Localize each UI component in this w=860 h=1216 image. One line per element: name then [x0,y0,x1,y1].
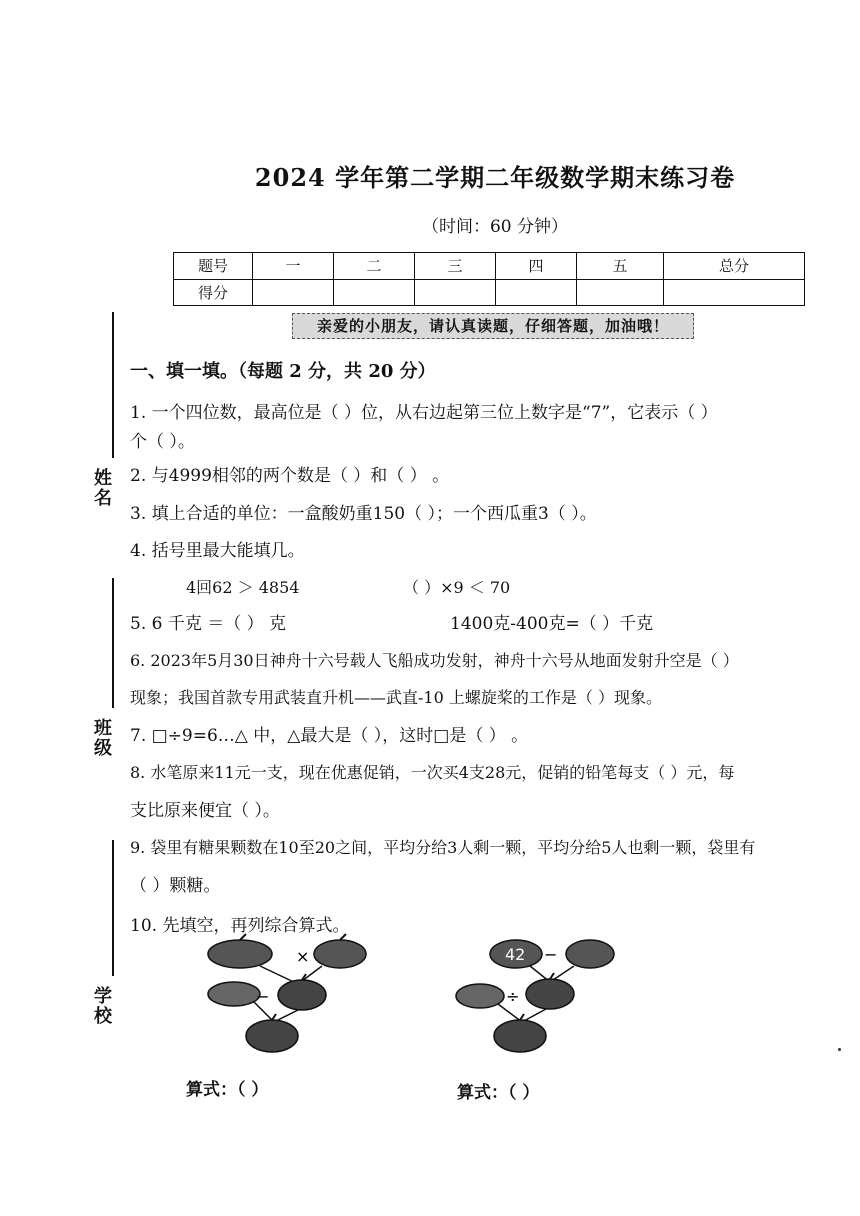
exam-title: 2024 学年第二学期二年级数学期末练习卷 [254,163,736,192]
question-7: 7. □÷9=6…△ 中，△最大是（ ），这时□是（ ） 。 [130,726,529,746]
time-limit: （时间：60 分钟） [421,217,569,237]
apple-icon [526,973,574,1009]
formula-answer-1[interactable]: 算式：（ ） [186,1080,269,1100]
question-3: 3. 填上合适的单位：一盒酸奶重150（ ）；一个西瓜重3（ ）。 [130,504,597,524]
question-4: 4. 括号里最大能填几。 [130,541,305,561]
score-cell[interactable] [415,279,496,306]
score-table [173,252,805,306]
question-9: 9. 袋里有糖果颗数在10至20之间，平均分给3人剩一颗，平均分给5人也剩一颗，袋里有 [130,838,756,857]
question-9-cont: （ ）颗糖。 [130,876,221,896]
score-header-cell: 四 [496,253,577,280]
score-table-score-row [174,279,805,306]
formula-answer-2[interactable]: 算式：（ ） [457,1083,540,1103]
question-6: 6. 2023年5月30日神舟十六号载人飞船成功发射，神舟十六号从地面发射升空是（ ） [130,651,739,670]
score-cell[interactable] [577,279,664,306]
apple-icon [246,1014,298,1052]
score-header-cell: 一 [253,253,334,280]
apple-icon [494,1014,546,1052]
score-table-header-row [174,253,805,280]
minus-operator: − [256,987,270,1006]
scan-speck [838,1048,841,1051]
class-label: 班级 [91,718,112,758]
question-10: 10. 先填空，再列综合算式。 [130,916,350,936]
question-8: 8. 水笔原来11元一支，现在优惠促销，一次买4支28元，促销的铅笔每支（ ）元，每 [130,763,735,782]
apple-icon [208,934,272,968]
apple-icon [456,984,504,1008]
score-header-cell: 五 [577,253,664,280]
apple-icon [278,974,326,1010]
score-cell[interactable] [253,279,334,306]
score-cell[interactable] [496,279,577,306]
question-2: 2. 与4999相邻的两个数是（ ）和（ ） 。 [130,466,450,486]
score-cell[interactable] [664,279,805,306]
school-label: 学校 [91,986,112,1026]
score-header-cell: 三 [415,253,496,280]
score-row-label: 得分 [174,279,253,306]
score-header-cell: 题号 [174,253,253,280]
question-1-cont: 个（ ）。 [130,432,195,452]
multiply-operator: × [296,947,310,966]
binding-line [112,312,114,458]
divide-operator: ÷ [506,987,520,1006]
question-5a: 5. 6 千克 ＝（ ） 克 [130,614,287,634]
question-4a: 4回62 ＞ 4854 [186,578,300,597]
binding-line [112,578,114,708]
score-header-cell: 二 [334,253,415,280]
question-8-cont: 支比原来便宜（ ）。 [130,801,280,821]
section-heading: 一、填一填。（每题 2 分，共 20 分） [130,361,436,382]
apple-icon [566,940,614,968]
minus-operator: − [544,945,558,964]
apple-diagram-left [200,932,370,1057]
apple-value: 42 [505,945,526,964]
question-6-cont: 现象；我国首款专用武装直升机——武直-10 上螺旋桨的工作是（ ）现象。 [130,688,662,707]
score-header-cell: 总分 [664,253,805,280]
encouragement-banner: 亲爱的小朋友，请认真读题，仔细答题，加油哦！ [292,313,694,339]
score-cell[interactable] [334,279,415,306]
question-1: 1. 一个四位数，最高位是（ ）位，从右边起第三位上数字是“7”，它表示（ ） [130,403,718,423]
apple-icon [208,982,260,1006]
question-5b: 1400克-400克=（ ）千克 [450,614,654,634]
question-4b: （ ）×9 ＜ 70 [403,578,511,597]
apple-diagram-right [450,932,620,1057]
apple-icon [314,934,366,968]
name-label: 姓名 [91,468,112,508]
binding-line [112,840,114,976]
